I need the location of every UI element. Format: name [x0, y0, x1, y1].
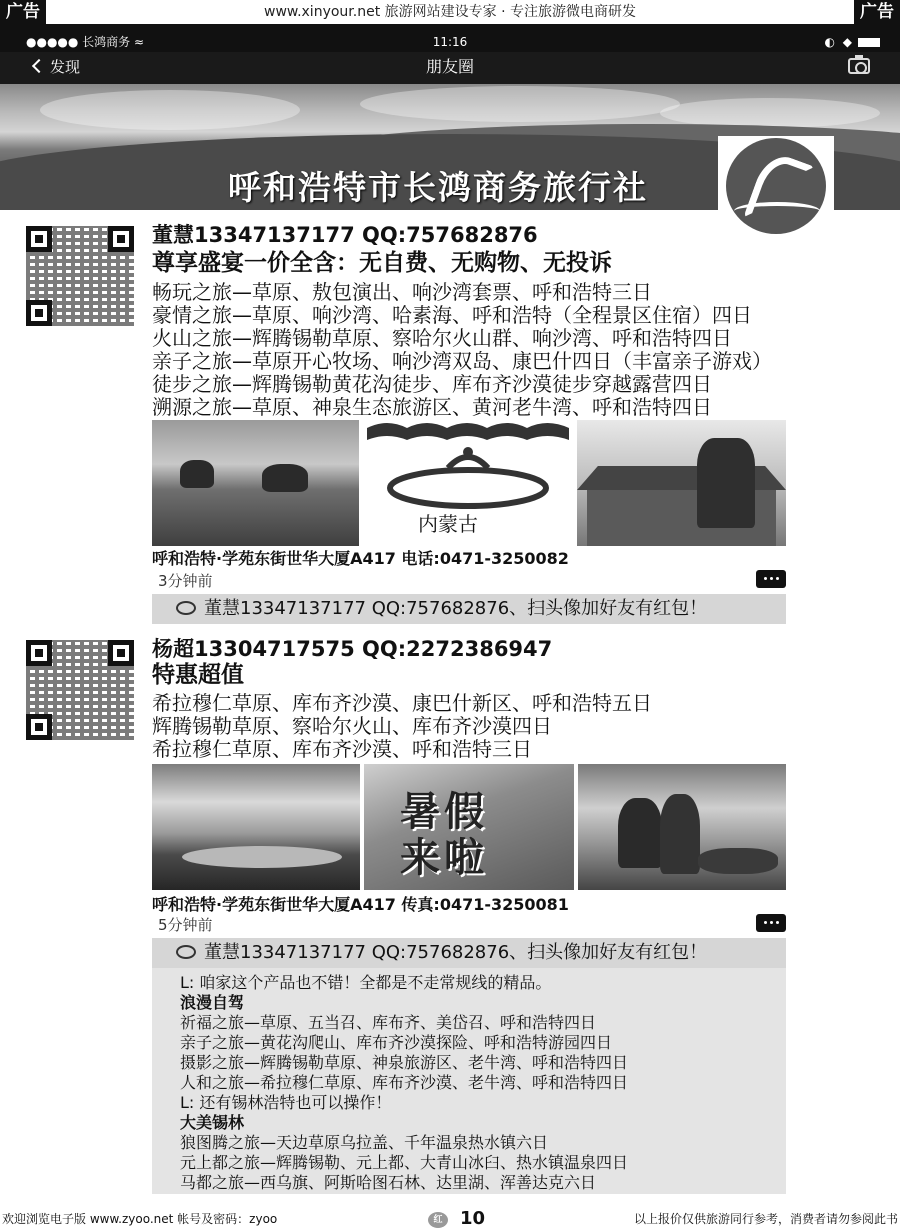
- heart-icon: [176, 945, 196, 959]
- company-logo-icon: [726, 138, 826, 234]
- post-address: 呼和浩特·学苑东街世华大厦A417 电话:0471-3250082: [152, 549, 569, 568]
- photo-horses[interactable]: [152, 420, 359, 546]
- company-name: 呼和浩特市长鸿商务旅行社: [228, 168, 648, 207]
- qr-finder: [26, 226, 52, 252]
- photo-wrestling[interactable]: [578, 764, 786, 890]
- lion-statue-shape: [697, 438, 755, 528]
- qr-finder: [108, 226, 134, 252]
- comment-line: 祈福之旅—草原、五当召、库布齐、美岱召、呼和浩特四日: [180, 1013, 597, 1032]
- camera-icon[interactable]: [848, 58, 870, 74]
- status-time: 11:16: [432, 35, 468, 49]
- post-address: 呼和浩特·学苑东街世华大厦A417 传真:0471-3250081: [152, 895, 569, 914]
- comment-line: 摄影之旅—辉腾锡勒草原、神泉旅游区、老牛湾、呼和浩特四日: [180, 1053, 629, 1072]
- wrestler-shape: [660, 794, 700, 874]
- post-author[interactable]: 董慧13347137177 QQ:757682876: [152, 223, 538, 247]
- comment-line: 元上都之旅—辉腾锡勒、元上都、大青山冰臼、热水镇温泉四日: [180, 1153, 629, 1172]
- logo-caption: 内蒙古: [418, 512, 478, 536]
- comment-line[interactable]: L: 咱家这个产品也不错！全都是不走常规线的精品。: [180, 973, 552, 992]
- photo-lake[interactable]: [152, 764, 360, 890]
- qr-code-avatar[interactable]: [26, 226, 134, 326]
- comment-line: 浪漫自驾: [180, 993, 245, 1012]
- promo-title: 暑假: [400, 789, 488, 835]
- post-line: 希拉穆仁草原、库布齐沙漠、康巴什新区、呼和浩特五日: [152, 691, 652, 715]
- ad-bar: [0, 0, 900, 24]
- nav-bar: [0, 52, 900, 84]
- comment-line: 狼图腾之旅—天边草原乌拉盖、千年温泉热水镇六日: [180, 1133, 549, 1152]
- horse-shape: [262, 464, 308, 492]
- horse-shape: [180, 460, 214, 488]
- post-timestamp: 3分钟前: [158, 572, 213, 590]
- post-line: 溯源之旅—草原、神泉生态旅游区、黄河老牛湾、呼和浩特四日: [152, 395, 712, 419]
- post-author[interactable]: 杨超13304717575 QQ:2272386947: [152, 637, 553, 661]
- post-line: 豪情之旅—草原、响沙湾、哈素海、呼和浩特（全程景区住宿）四日: [152, 303, 752, 327]
- page-footer: [0, 1208, 900, 1230]
- post-line: 希拉穆仁草原、库布齐沙漠、呼和浩特三日: [152, 737, 532, 761]
- comment-line: 大美锡林: [180, 1113, 245, 1132]
- wrestler-shape: [618, 798, 662, 868]
- cloud-shape: [40, 90, 300, 130]
- crowd-shape: [698, 848, 778, 874]
- post-line: 徒步之旅—辉腾锡勒黄花沟徒步、库布齐沙漠徒步穿越露营四日: [152, 372, 712, 396]
- page-title: 朋友圈: [425, 57, 474, 76]
- like-bar[interactable]: [152, 594, 786, 624]
- post-headline: 特惠超值: [152, 662, 244, 688]
- qr-code-avatar[interactable]: [26, 640, 134, 740]
- qr-finder: [26, 300, 52, 326]
- comment-line[interactable]: L: 还有锡林浩特也可以操作！: [180, 1093, 392, 1112]
- lake-shape: [182, 846, 342, 868]
- photo-inner-mongolia-logo[interactable]: [362, 420, 574, 546]
- status-bar: [0, 24, 900, 52]
- comment-line: 亲子之旅—黄花沟爬山、库布齐沙漠探险、呼和浩特游园四日: [180, 1033, 613, 1052]
- ad-tag-left: 广告: [0, 0, 46, 24]
- ad-text[interactable]: www.xinyour.net 旅游网站建设专家 · 专注旅游微电商研发: [264, 4, 636, 20]
- like-bar[interactable]: [152, 938, 786, 968]
- post-photo-row: [152, 420, 786, 546]
- cloud-shape: [360, 86, 680, 122]
- qr-finder: [26, 640, 52, 666]
- post-line: 亲子之旅—草原开心牧场、响沙湾双岛、康巴什四日（丰富亲子游戏）: [152, 349, 772, 373]
- post-timestamp: 5分钟前: [158, 916, 213, 934]
- footer-right-text: 以上报价仅供旅游同行参考，消费者请勿参阅此书: [633, 1212, 898, 1226]
- comment-line: 马都之旅—西乌旗、阿斯哈图石林、达里湖、浑善达克六日: [180, 1173, 597, 1192]
- like-text: 董慧13347137177 QQ:757682876、扫头像加好友有红包！: [204, 598, 708, 619]
- comment-more-button[interactable]: [756, 570, 786, 588]
- comment-more-button[interactable]: [756, 914, 786, 932]
- page-badge: 红: [428, 1212, 448, 1228]
- post-line: 畅玩之旅—草原、敖包演出、响沙湾套票、呼和浩特三日: [152, 280, 652, 304]
- promo-subtitle: 来啦: [400, 835, 488, 881]
- back-button[interactable]: 发现: [34, 52, 80, 82]
- photo-summer-promo[interactable]: [364, 764, 574, 890]
- photo-temple[interactable]: [577, 420, 786, 546]
- page-number: 红 10: [428, 1208, 485, 1230]
- heart-icon: [176, 601, 196, 615]
- comment-section: [152, 968, 786, 1194]
- footer-left-text[interactable]: 欢迎浏览电子版 www.zyoo.net 帐号及密码：zyoo: [2, 1212, 278, 1226]
- qr-finder: [26, 714, 52, 740]
- qr-finder: [108, 640, 134, 666]
- avatar[interactable]: [718, 136, 834, 236]
- ad-tag-right: 广告: [854, 0, 900, 24]
- post-line: 辉腾锡勒草原、察哈尔火山、库布齐沙漠四日: [152, 714, 552, 738]
- post-photo-row: [152, 764, 786, 890]
- like-text: 董慧13347137177 QQ:757682876、扫头像加好友有红包！: [204, 942, 708, 963]
- status-indicators: ◐ ◆: [824, 24, 880, 60]
- battery-icon: [858, 38, 880, 47]
- post-line: 火山之旅—辉腾锡勒草原、察哈尔火山群、响沙湾、呼和浩特四日: [152, 326, 732, 350]
- comment-line: 人和之旅—希拉穆仁草原、库布齐沙漠、老牛湾、呼和浩特四日: [180, 1073, 629, 1092]
- carrier-label: ●●●●● 长鸿商务 ≈: [26, 35, 145, 49]
- post-headline: 尊享盛宴一价全含：无自费、无购物、无投诉: [152, 250, 612, 276]
